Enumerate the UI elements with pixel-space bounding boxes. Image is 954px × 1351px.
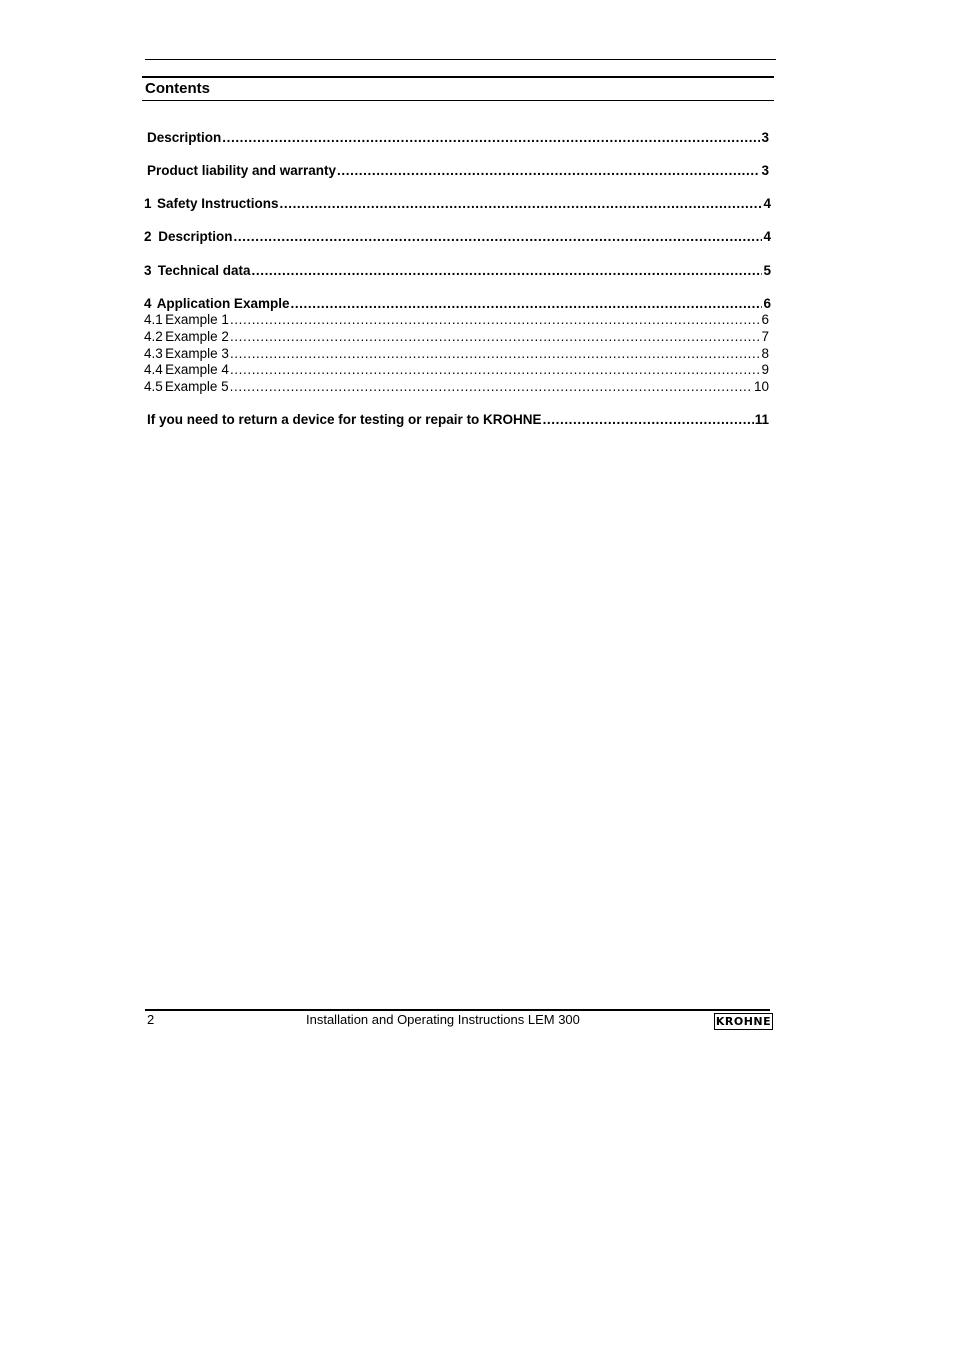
toc-entry-application-example[interactable]: [144, 295, 771, 312]
toc-entry-title: Safety Instructions: [156, 196, 279, 211]
toc-entry-description[interactable]: [147, 129, 769, 146]
toc-entry-title: Example 1: [165, 312, 229, 327]
toc-entry-product-liability[interactable]: [147, 162, 769, 179]
toc-entry-title: Example 5: [164, 379, 229, 394]
toc-leader: [543, 411, 754, 428]
toc-entry-number: 4.1: [144, 312, 163, 327]
toc-entry-return-device[interactable]: [147, 411, 769, 428]
toc-entry-page: 5: [763, 263, 771, 278]
toc-entry-title: Application Example: [156, 296, 290, 311]
toc-leader: [230, 328, 761, 345]
toc-entry-page: 6: [761, 312, 769, 327]
toc-entry-title: Product liability and warranty: [147, 163, 337, 178]
toc-entry-title: Description: [147, 130, 222, 145]
heading-bottom-rule: [142, 100, 774, 101]
heading-top-rule: [142, 76, 774, 78]
toc-entry-title: Example 3: [165, 346, 229, 361]
toc-entry-page: 4: [763, 229, 771, 244]
toc-leader: [230, 378, 753, 395]
toc-leader: [230, 361, 761, 378]
toc-entry-technical-data[interactable]: [144, 262, 771, 279]
toc-leader: [252, 262, 763, 279]
toc-entry-page: 6: [763, 296, 771, 311]
toc-entry-page: 3: [761, 163, 769, 178]
toc-entry-title: Example 4: [165, 362, 229, 377]
toc-entry-title: Description: [158, 229, 233, 244]
toc-entry-number: 3: [144, 263, 152, 278]
toc-entry-safety-instructions[interactable]: [144, 195, 771, 212]
toc-entry-page: 9: [761, 362, 769, 377]
toc-entry-page: 7: [761, 329, 769, 344]
toc-entry-number: 2: [144, 229, 152, 244]
toc-leader: [230, 345, 761, 362]
toc-entry-example-2[interactable]: [144, 328, 769, 345]
toc-entry-page: 3: [761, 130, 769, 145]
toc-entry-number: 4.2: [144, 329, 163, 344]
toc-entry-example-5[interactable]: [144, 378, 769, 395]
toc-entry-page: 4: [763, 196, 771, 211]
toc-leader: [230, 311, 761, 328]
toc-entry-description-2[interactable]: [144, 228, 771, 245]
toc-entry-title: Example 2: [165, 329, 229, 344]
toc-entry-example-1[interactable]: [144, 311, 769, 328]
footer-page-number: 2: [147, 1012, 155, 1027]
toc-entry-page: 11: [754, 412, 769, 427]
toc-entry-example-3[interactable]: [144, 345, 769, 362]
footer-document-title: Installation and Operating Instructions LEM 300: [306, 1012, 580, 1027]
toc-entry-title: If you need to return a device for testing or repair to KROHNE: [147, 412, 542, 427]
toc-entry-example-4[interactable]: [144, 361, 769, 378]
toc-entry-number: 4.3: [144, 346, 163, 361]
toc-leader: [280, 195, 763, 212]
toc-entry-number: 4.5: [144, 379, 163, 394]
toc-entry-number: 4.4: [144, 362, 163, 377]
toc-leader: [290, 295, 762, 312]
toc-entry-number: 1: [144, 196, 152, 211]
toc-entry-title: Technical data: [157, 263, 251, 278]
page-title: Contents: [145, 80, 210, 97]
toc-leader: [337, 162, 760, 179]
top-rule: [145, 59, 776, 60]
footer-rule: [145, 1009, 770, 1011]
krohne-logo: KROHNE: [715, 1015, 772, 1028]
toc-entry-page: 10: [753, 379, 769, 394]
toc-entry-number: 4: [144, 296, 152, 311]
toc-entry-page: 8: [761, 346, 769, 361]
toc-leader: [222, 129, 760, 146]
toc-leader: [233, 228, 762, 245]
